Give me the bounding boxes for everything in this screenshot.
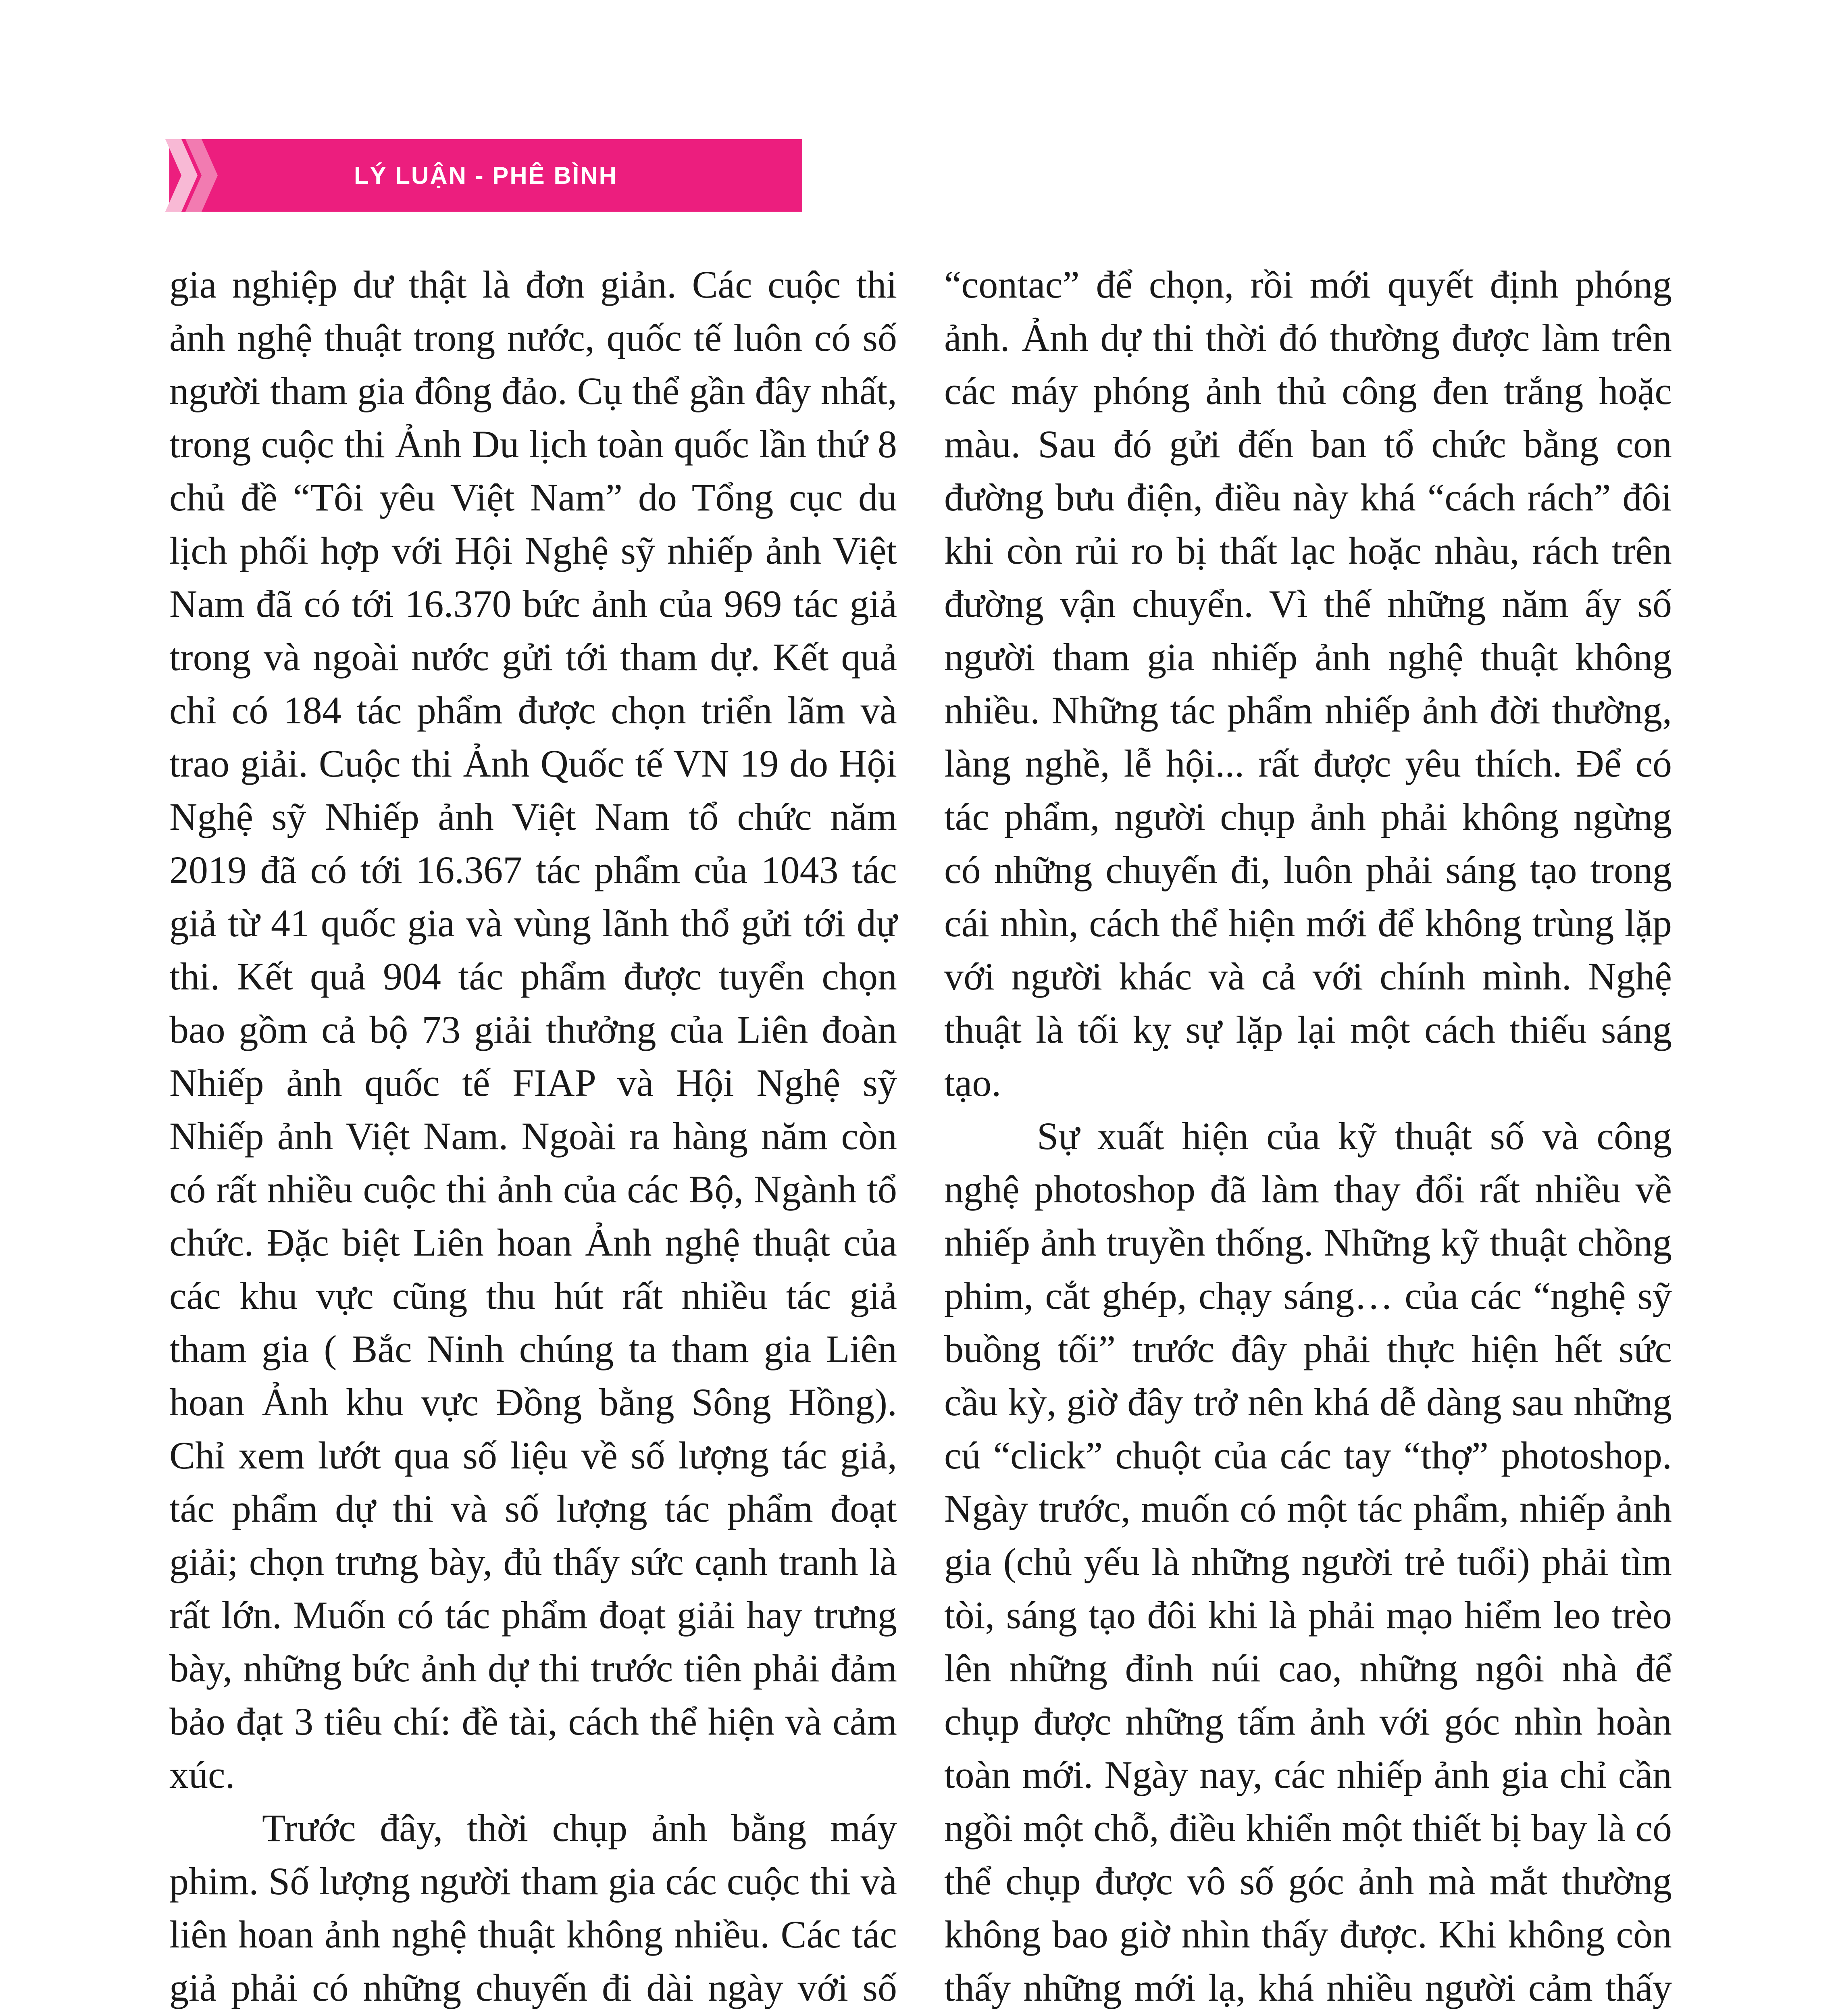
section-title: LÝ LUẬN - PHÊ BÌNH [354, 162, 618, 189]
article-column-left [169, 258, 897, 2016]
paragraph: Trước đây, thời chụp ảnh bằng máy phim. Số lượng người tham gia các cuộc thi và liên hoan ảnh nghệ thuật không nhiều. Các tác giả phải có những chuyến đi dài ngày với số [169, 1806, 897, 2009]
paragraph: “contac” để chọn, rồi mới quyết định phóng ảnh. Ảnh dự thi thời đó thường được làm trên các máy phóng ảnh thủ công đen trắng hoặc màu. Sau đó gửi đến ban tổ chức bằng con đường bưu điện, điều này khá “cách rách” đôi khi còn rủi ro bị thất lạc hoặc nhàu, rách trên đường vận chuyển. Vì thế những năm ấy số người tham gia nhiếp ảnh nghệ thuật không nhiều. Những tác phẩm nhiếp ảnh đời thường, làng nghề, lễ hội... rất được yêu thích. Để có tác phẩm, người chụp ảnh phải không ngừng có những chuyến đi, luôn phải sáng tạo trong cái nhìn, cách thể hiện mới để không trùng lặp với người khác và cả với chính mình. Nghệ thuật là tối kỵ sự lặp lại một cách thiếu sáng tạo. [944, 263, 1672, 1104]
article-column-right [944, 258, 1672, 2016]
paragraph: Sự xuất hiện của kỹ thuật số và công nghệ photoshop đã làm thay đổi rất nhiều về nhiếp ảnh truyền thống. Những kỹ thuật chồng phim, cắt ghép, chạy sáng… của các “nghệ sỹ buồng tối” trước đây phải thực hiện hết sức cầu kỳ, giờ đây trở nên khá dễ dàng sau những cú “click” chuột của các tay “thợ” photoshop. Ngày trước, muốn có một tác phẩm, nhiếp ảnh gia (chủ yếu là những người trẻ tuổi) phải tìm tòi, sáng tạo đôi khi là phải mạo hiểm leo trèo lên những đỉnh núi cao, những ngôi nhà để chụp được những tấm ảnh với góc nhìn hoàn toàn mới. Ngày nay, các nhiếp ảnh gia chỉ cần ngồi một chỗ, điều khiển một thiết bị bay là có thể chụp được vô số góc ảnh mà mắt thường không bao giờ nhìn thấy được. Khi không còn thấy những mới lạ, khá nhiều người cảm thấy [944, 1114, 1672, 2009]
paragraph: gia nghiệp dư thật là đơn giản. Các cuộc thi ảnh nghệ thuật trong nước, quốc tế luôn có số người tham gia đông đảo. Cụ thể gần đây nhất, trong cuộc thi Ảnh Du lịch toàn quốc lần thứ 8 chủ đề “Tôi yêu Việt Nam” do Tổng cục du lịch phối hợp với Hội Nghệ sỹ nhiếp ảnh Việt Nam đã có tới 16.370 bức ảnh của 969 tác giả trong và ngoài nước gửi tới tham dự. Kết quả chỉ có 184 tác phẩm được chọn triển lãm và trao giải. Cuộc thi Ảnh Quốc tế VN 19 do Hội Nghệ sỹ Nhiếp ảnh Việt Nam tổ chức năm 2019 đã có tới 16.367 tác phẩm của 1043 tác giả từ 41 quốc gia và vùng lãnh thổ gửi tới dự thi. Kết quả 904 tác phẩm được tuyển chọn bao gồm cả bộ 73 giải thưởng của Liên đoàn Nhiếp ảnh quốc tế FIAP và Hội Nghệ sỹ Nhiếp ảnh Việt Nam. Ngoài ra hàng năm còn có rất nhiều cuộc thi ảnh của các Bộ, Ngành tổ chức. Đặc biệt Liên hoan Ảnh nghệ thuật của các khu vực cũng thu hút rất nhiều tác giả tham gia ( Bắc Ninh chúng ta tham gia Liên hoan Ảnh khu vực Đồng bằng Sông Hồng). Chỉ xem lướt qua số liệu về số lượng tác giả, tác phẩm dự thi và số lượng tác phẩm đoạt giải; chọn trưng bày, đủ thấy sức cạnh tranh là rất lớn. Muốn có tác phẩm đoạt giải hay trưng bày, những bức ảnh dự thi trước tiên phải đảm bảo đạt 3 tiêu chí: đề tài, cách thể hiện và cảm xúc. [169, 263, 897, 1796]
